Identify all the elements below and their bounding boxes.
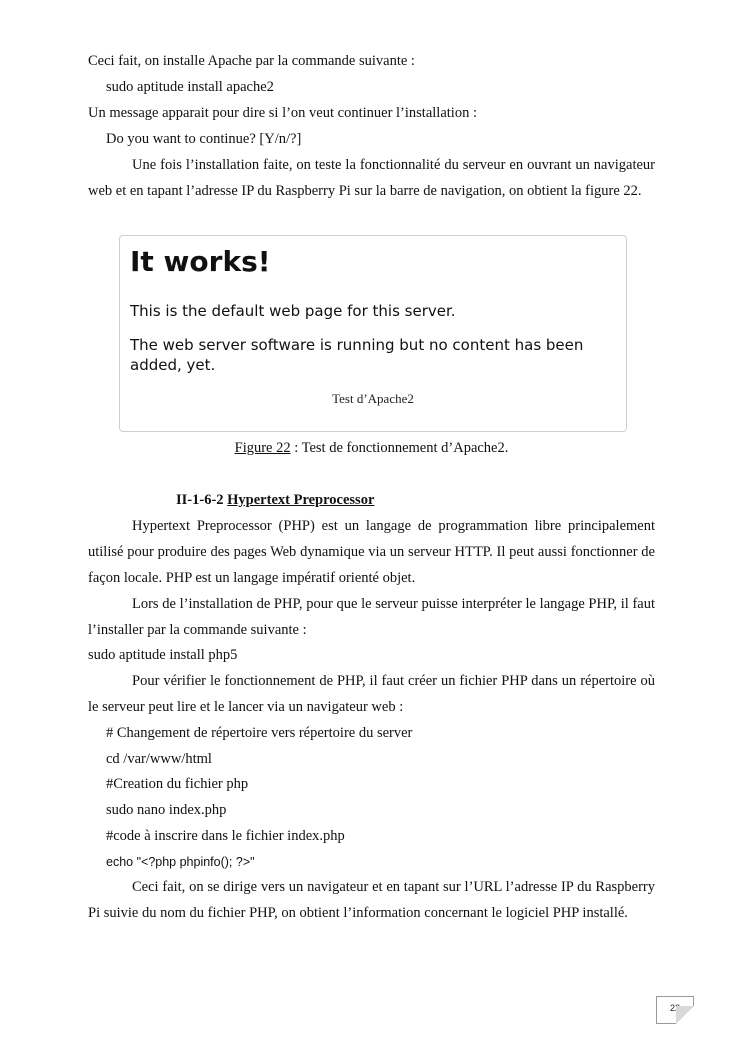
it-works-heading: It works! <box>130 245 271 278</box>
section-title: Hypertext Preprocessor <box>227 492 375 508</box>
section-number: II-1-6-2 <box>176 492 224 508</box>
figure-caption <box>88 438 655 458</box>
server-running-line: The web server software is running but no content has been added, yet. <box>130 336 584 374</box>
figure-caption-text: : Test de fonctionnement d’Apache2. <box>290 440 509 456</box>
command-install-php: sudo aptitude install php5 <box>88 647 238 663</box>
figure-apache-screenshot <box>119 235 627 432</box>
figure-caption-label: Figure 22 <box>234 440 291 456</box>
section-heading <box>176 490 374 510</box>
page-curl-icon <box>676 1006 694 1024</box>
paragraph-php-definition-text: Hypertext Preprocessor (PHP) est un langage de programmation libre principalement utilisé pour produire des pages Web dynamique via un serveur HTTP. Il peut aussi fonctionner de façon locale. PHP est un langage impératif orienté objet. <box>88 518 655 586</box>
code-echo-line: echo "<?php phpinfo(); ?>" <box>106 855 255 869</box>
paragraph-install-apache: Ceci fait, on installe Apache par la commande suivante : <box>88 53 415 69</box>
paragraph-php-result <box>88 874 655 926</box>
code-line: # Changement de répertoire vers répertoire du server <box>106 725 413 741</box>
default-page-line: This is the default web page for this server. <box>130 302 456 320</box>
code-line: #Creation du fichier php <box>106 776 249 792</box>
paragraph-php-definition <box>88 513 655 591</box>
command-continue-prompt: Do you want to continue? [Y/n/?] <box>106 131 302 147</box>
page-number: 22 <box>669 1003 680 1013</box>
code-line: #code à inscrire dans le fichier index.php <box>106 828 345 844</box>
paragraph-continue-message: Un message apparait pour dire si l’on veut continuer l’installation : <box>88 105 477 121</box>
paragraph-php-verify <box>88 668 655 720</box>
page-number-box <box>656 996 694 1024</box>
paragraph-test-server-text: Une fois l’installation faite, on teste la fonctionnalité du serveur en ouvrant un navigateur web et en tapant l’adresse IP du Raspberry Pi sur la barre de navigation, on obtient la figure 22. <box>88 157 655 199</box>
paragraph-php-result-text: Ceci fait, on se dirige vers un navigateur et en tapant sur l’URL l’adresse IP du Raspberry Pi suivie du nom du fichier PHP, on obtient l’information concernant le logiciel PHP installé. <box>88 879 655 921</box>
paragraph-test-server <box>88 152 655 204</box>
figure-inner-caption: Test d’Apache2 <box>332 391 414 406</box>
paragraph-php-install <box>88 591 655 643</box>
code-line: sudo nano index.php <box>106 802 227 818</box>
paragraph-php-install-text: Lors de l’installation de PHP, pour que le serveur puisse interpréter le langage PHP, il faut l’installer par la commande suivante : <box>88 596 655 638</box>
paragraph-php-verify-text: Pour vérifier le fonctionnement de PHP, il faut créer un fichier PHP dans un répertoire où le serveur peut lire et le lancer via un navigateur web : <box>88 673 655 715</box>
command-install-apache: sudo aptitude install apache2 <box>106 79 274 95</box>
code-line: cd /var/www/html <box>106 751 212 767</box>
